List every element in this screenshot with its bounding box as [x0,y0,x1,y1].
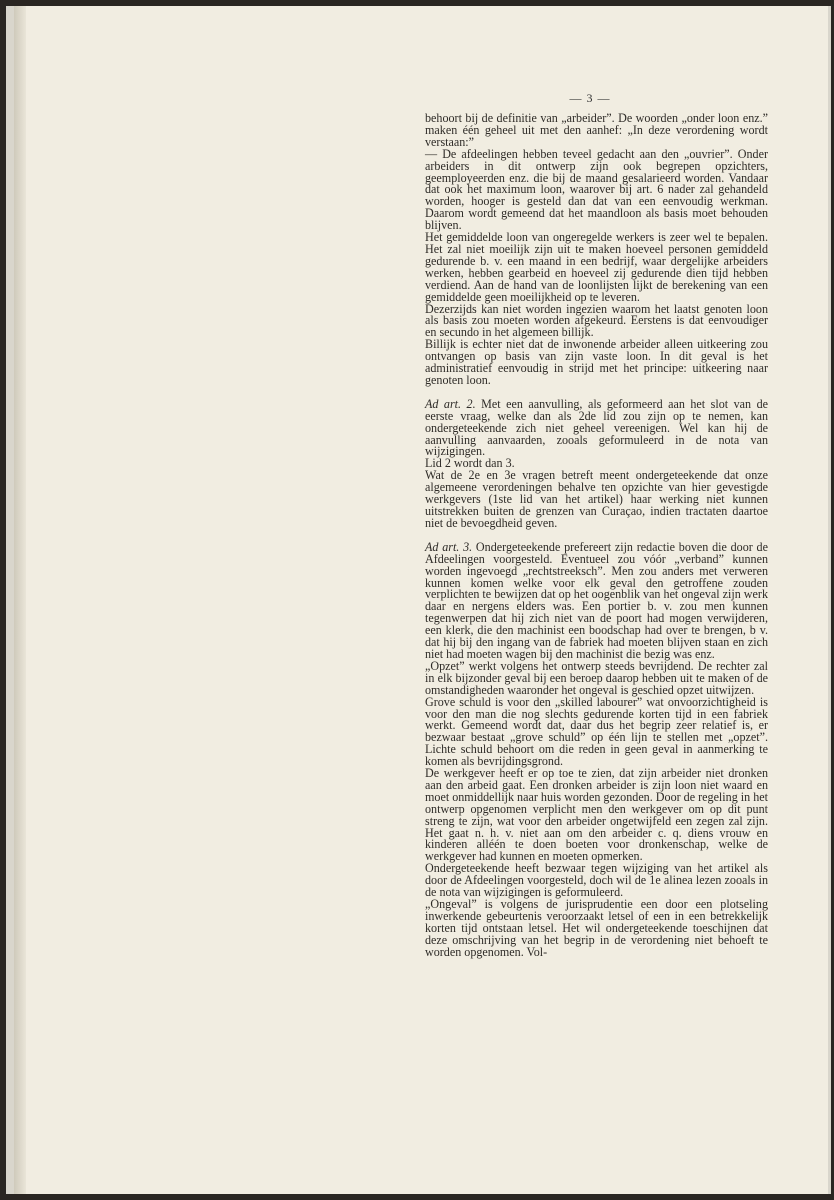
paragraph: Grove schuld is voor den „skilled labourer” wat onvoorzichtigheid is voor den man die nog slechts gedurende korten tijd in een fabriek werkt. Gemeend wordt dat, daar dus het begrip zeer relatief is, er bezwaar bestaat „grove schuld” op één lijn te stellen met „opzet”. Lichte schuld behoort om die reden in geen geval in aanmerking te komen als bevrijdingsgrond. [425,694,768,769]
article-reference: Ad art. 2. [425,396,476,411]
paragraph: „Ongeval” is volgens de jurisprudentie een door een plotseling inwerkende gebeurtenis veroorzaakt letsel of een in een betrekkelijk korten tijd ontstaan letsel. Het wil ondergeteekende toeschijnen dat deze omschrijving van het begrip in de verordening niet behoeft te worden opgenomen. Vol- [425,897,768,959]
paragraph-ad-art-3: Ad art. 3. Ondergeteekende prefereert zijn redactie boven die door de Afdeelingen voorgesteld. Eventueel zou vóór „verband” kunnen worden ingevoegd „rechtstreeksch”. Men zou anders met verweren kunnen komen welke voor elk geval den getroffene zouden verplichten te bewijzen dat op het oogenblik van het ongeval zijn werk daar en nergens elders was. Een portier b. v. zou men kunnen tegenwerpen dat hij zich niet van de poort had mogen verwijderen, een klerk, die den machinist een boodschap had over te brengen, b v. dat hij bij den ingang van de fabriek had moeten blijven staan en zich niet had moeten wagen bij den machinist die bezig was enz. [425,539,768,661]
page-fold-shadow [14,6,26,1194]
paragraph: Wat de 2e en 3e vragen betreft meent ondergeteekende dat onze algemeene verordeningen behalve ten opzichte van hier gevestigde werkgevers (1ste lid van het artikel) haar werking niet kunnen uitstrekken buiten de grenzen van Curaçao, indien tractaten daartoe niet de bevoegdheid geven. [425,468,768,530]
paragraph: Ondergeteekende heeft bezwaar tegen wijziging van het artikel als door de Afdeelingen voorgesteld, doch wil de 1e alinea lezen zooals in de nota van wijzigingen is geformuleerd. [425,861,768,900]
paragraph: behoort bij de definitie van „arbeider”. De woorden „onder loon enz.” maken één geheel uit met den aanhef: „In deze verordening wordt verstaan:” [425,111,768,149]
paragraph: „Opzet” werkt volgens het ontwerp steeds bevrijdend. De rechter zal in elk bijzonder geval bij een beroep daarop hebben uit te maken of de omstandigheden waaronder het ongeval is geschied opzet uitwijzen. [425,658,768,697]
paragraph: Het gemiddelde loon van ongeregelde werkers is zeer wel te bepalen. Het zal niet moeilijk zijn uit te maken hoeveel personen gemiddeld gedurende b. v. een maand in een bedrijf, waar dergelijke arbeiders werken, hebben gearbeid en hoeveel zij gedurende dien tijd hebben verdiend. Aan de hand van de loonlijsten lijkt de berekening van een gemiddelde geen moeilijkheid op te leveren. [425,230,768,304]
paragraph: Billijk is echter niet dat de inwonende arbeider alleen uitkeering zou ontvangen op basis van zijn vaste loon. In dit geval is het administratief eenvoudig in strijd met het principe: uitkeering naar genoten loon. [425,337,768,387]
paragraph: — De afdeelingen hebben teveel gedacht aan den „ouvrier”. Onder arbeiders in dit ontwerp zijn ook begrepen opzichters, geemployeerden enz. die bij de maand gesalarieerd worden. Vandaar dat ook het maximum loon, waarover bij art. 6 nader zal gehandeld worden, hooger is gesteld dan dat van een eenvoudig werkman. Daarom wordt gemeend dat het maandloon als basis moet behouden blijven. [425,146,768,233]
paragraph: Lid 2 wordt dan 3. [425,456,515,471]
article-reference: Ad art. 3. [425,539,473,554]
page-number: — 3 — [569,91,611,105]
paragraph: De werkgever heeft er op toe te zien, dat zijn arbeider niet dronken aan den arbeid gaat. Een dronken arbeider is zijn loon niet waard en moet onmiddellijk naar huis worden gezonden. Door de regeling in het ontwerp opgenomen verplicht men den werkgever om op dit punt streng te zijn, wat voor den arbeider ongetwijfeld een zegen zal zijn. Het gaat n. h. v. niet aan om den arbeider c. q. diens vrouw en kinderen alléén te doen boeten voor dronkenschap, welke de werkgever had kunnen en moeten opmerken. [425,766,768,864]
document-body [425,113,768,959]
paragraph: Dezerzijds kan niet worden ingezien waarom het laatst genoten loon als basis zou moeten worden afgekeurd. Eerstens is dat eenvoudiger en secundo in het algemeen billijk. [425,301,768,340]
paragraph-ad-art-2: Ad art. 2. Met een aanvulling, als geformeerd aan het slot van de eerste vraag, welke dan als 2de lid zou zijn op te nemen, kan ondergeteekende zich niet geheel vereenigen. Wel kan hij de aanvulling aanvaarden, zooals geformuleerd in de nota van wijzigingen. [425,396,768,459]
